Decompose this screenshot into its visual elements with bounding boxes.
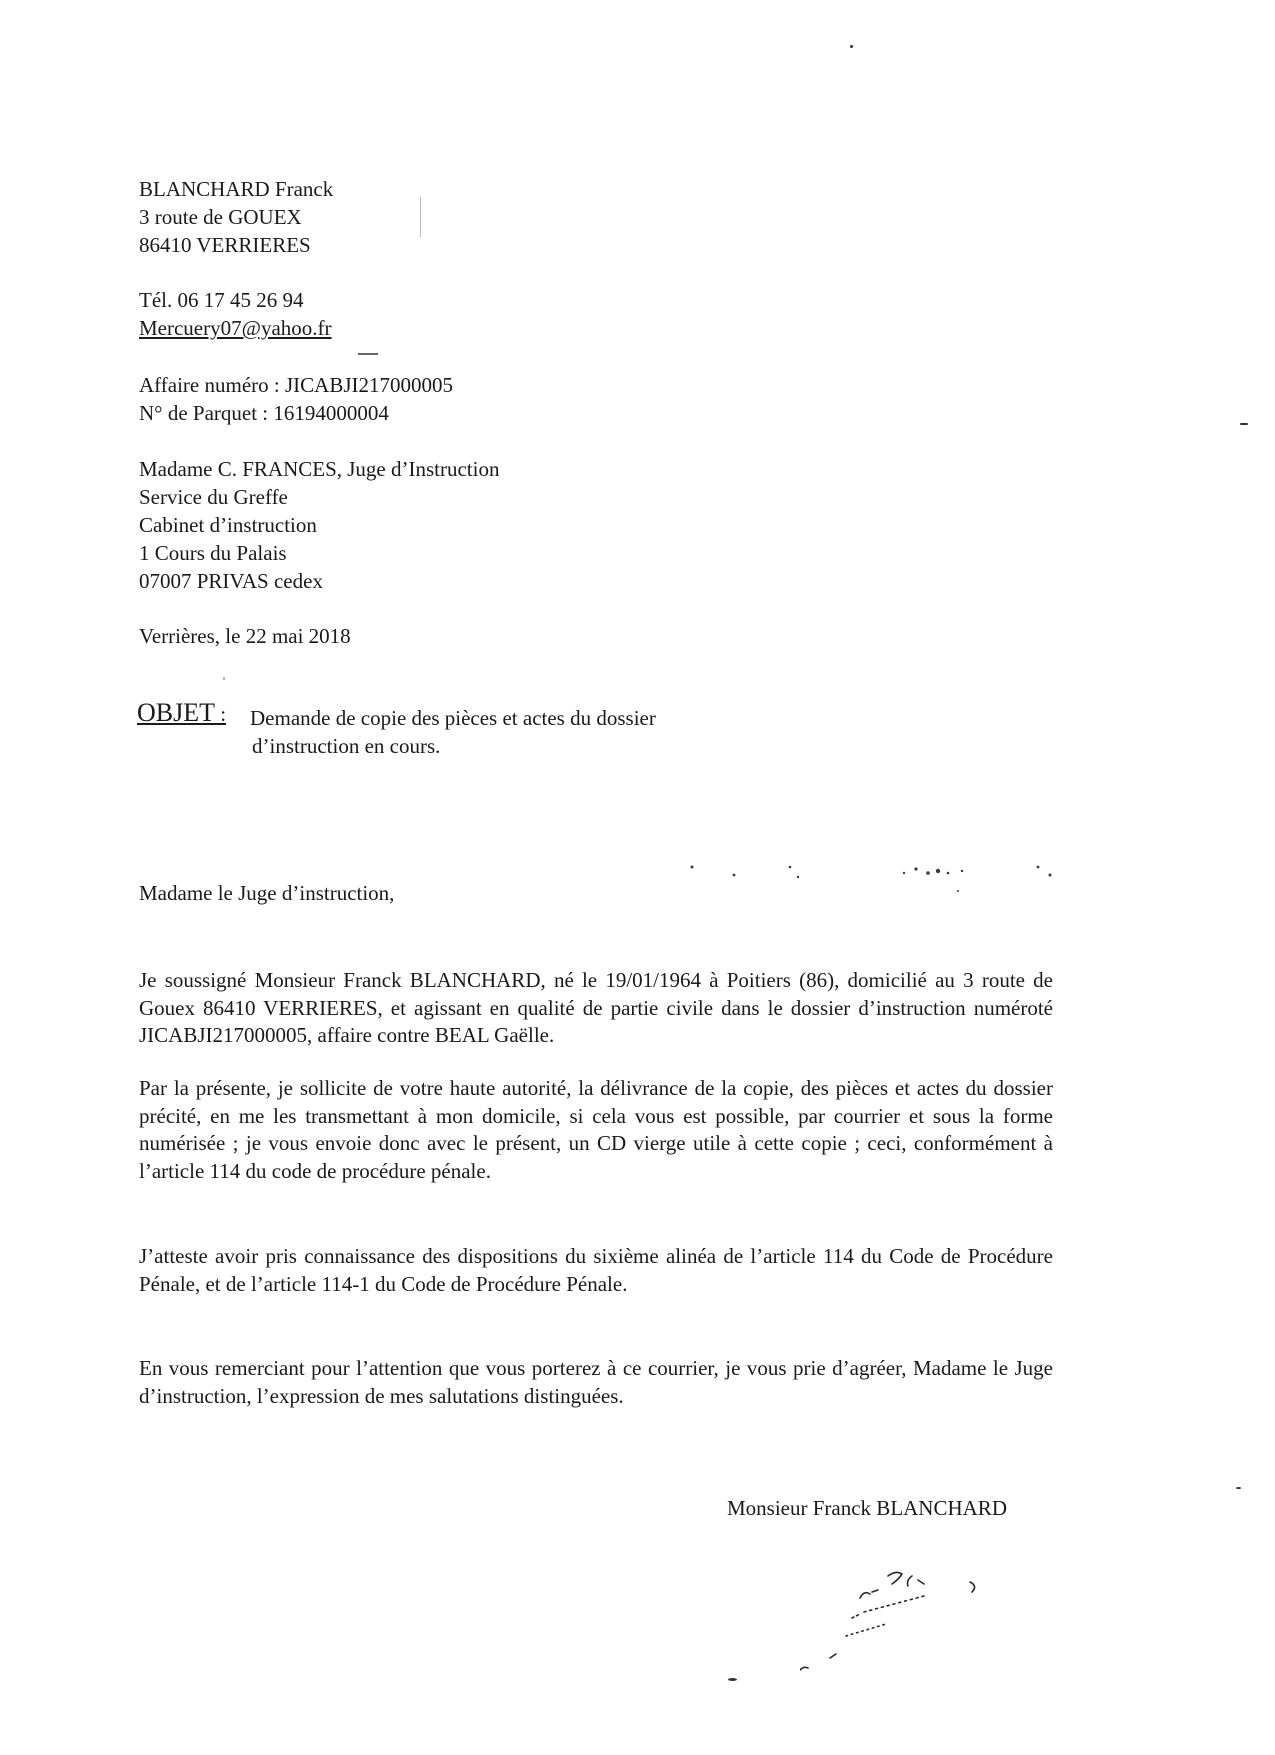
sender-street: 3 route de GOUEX: [139, 205, 302, 229]
subject-label-colon: :: [215, 702, 227, 726]
scan-speck: [358, 353, 378, 355]
sender-address: [139, 175, 333, 259]
recipient-address: [139, 455, 499, 595]
recipient-line-2: Service du Greffe: [139, 485, 288, 509]
date-line: [139, 622, 351, 650]
recipient-line-4: 1 Cours du Palais: [139, 541, 287, 565]
signature-name: Monsieur Franck BLANCHARD: [727, 1496, 1007, 1520]
paragraph-text: En vous remerciant pour l’attention que vous porterez à ce courrier, je vous prie d’agréer, Madame le Juge d’instruction, l’expression de mes salutations distinguées.: [139, 1356, 1053, 1408]
subject-line-2: d’instruction en cours.: [252, 734, 441, 758]
subject-label: [137, 699, 226, 728]
sender-city: 86410 VERRIERES: [139, 233, 311, 257]
scan-speck: [1240, 423, 1248, 425]
sender-email[interactable]: Mercuery07@yahoo.fr: [139, 316, 332, 340]
scan-noise-icon: [680, 855, 1100, 895]
scan-speck: [420, 197, 421, 237]
scan-speck: [223, 677, 225, 680]
sender-contact: [139, 286, 332, 342]
body-paragraph-2: [139, 1075, 1053, 1185]
recipient-line-3: Cabinet d’instruction: [139, 513, 317, 537]
scan-speck: [728, 1678, 737, 1681]
scan-speck: [1236, 1487, 1241, 1489]
recipient-line-1: Madame C. FRANCES, Juge d’Instruction: [139, 457, 500, 481]
salutation: Madame le Juge d’instruction,: [139, 881, 395, 905]
paragraph-text: Je soussigné Monsieur Franck BLANCHARD, né le 19/01/1964 à Poitiers (86), domicilié au 3 route de Gouex 86410 VERRIERES, et agissant en qualité de partie civile dans le dossier d’instruction numéroté JICABJI217000005, affaire contre BEAL Gaëlle.: [139, 968, 1053, 1047]
body-paragraph-3: [139, 1243, 1053, 1298]
sender-phone: Tél. 06 17 45 26 94: [139, 288, 304, 312]
sender-name: BLANCHARD Franck: [139, 177, 334, 201]
body-paragraph-4: [139, 1355, 1053, 1410]
handwritten-signature-icon: [800, 1540, 1020, 1680]
recipient-line-5: 07007 PRIVAS cedex: [139, 569, 323, 593]
scan-speck: [850, 45, 853, 48]
salutation-block: [139, 879, 394, 907]
paragraph-text: Par la présente, je sollicite de votre haute autorité, la délivrance de la copie, des pièces et actes du dossier précité, en me les transmettant à mon domicile, si cela vous est possible, par courrier et sous la forme numérisée ; je vous envoie donc avec le présent, un CD vierge utile à cette copie ; ceci, conformément à l’article 114 du code de procédure pénale.: [139, 1076, 1053, 1183]
affaire-number: Affaire numéro : JICABJI217000005: [139, 373, 453, 397]
body-paragraph-1: [139, 967, 1053, 1050]
subject-label-text: OBJET: [137, 698, 215, 727]
subject-line-1: Demande de copie des pièces et actes du dossier: [250, 706, 656, 730]
paragraph-text: J’atteste avoir pris connaissance des dispositions du sixième alinéa de l’article 114 du Code de Procédure Pénale, et de l’article 114-1 du Code de Procédure Pénale.: [139, 1244, 1053, 1296]
case-references: [139, 371, 453, 427]
parquet-number: N° de Parquet : 16194000004: [139, 401, 389, 425]
subject-text: [250, 704, 656, 760]
letter-date: Verrières, le 22 mai 2018: [139, 624, 351, 648]
